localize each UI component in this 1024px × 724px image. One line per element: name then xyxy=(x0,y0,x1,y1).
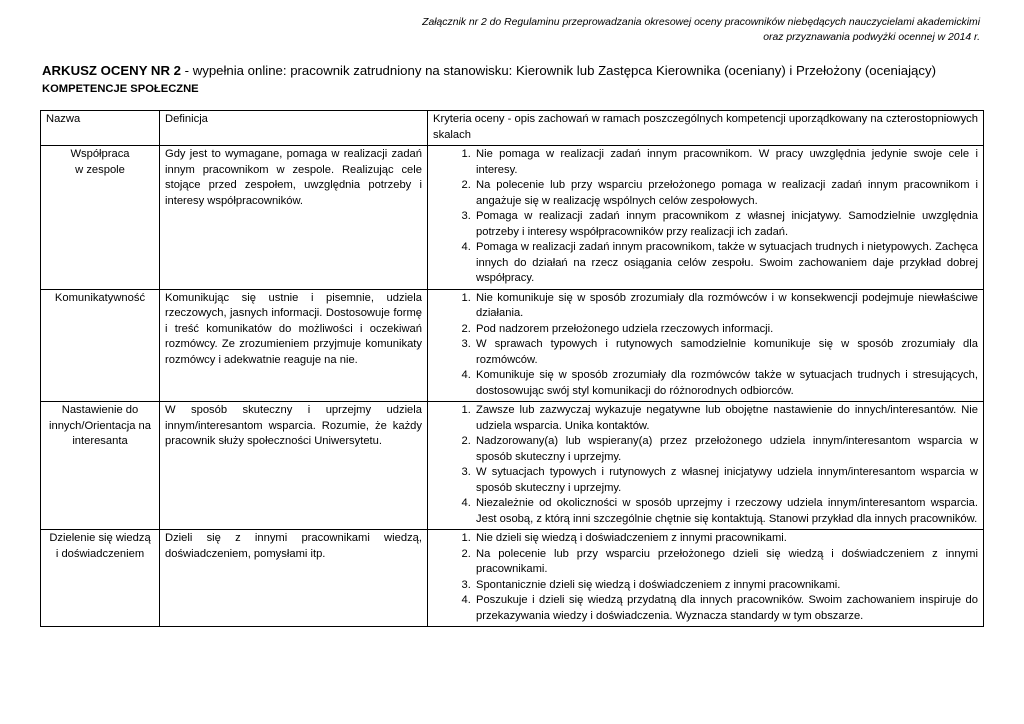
criteria-level-1: 1. Nie komunikuje się w sposób zrozumiały dla rozmówców i w konsekwencji podejmuje niewłaściwe działania. xyxy=(474,291,978,322)
criteria-level-2: 2. Na polecenie lub przy wsparciu przełożonego pomaga w realizacji zadań innym pracownikom i angażuje się w realizację wspólnych celów zespołowych. xyxy=(474,178,978,209)
competency-name: Współpraca w zespole xyxy=(41,146,160,290)
table-body xyxy=(41,146,984,627)
competency-name: Nastawienie do innych/Orientacja na interesanta xyxy=(41,402,160,530)
criteria-level-3: 3. W sprawach typowych i rutynowych samodzielnie komunikuje się w sposób zrozumiały dla rozmówców. xyxy=(474,337,978,368)
criteria-list xyxy=(433,531,978,624)
criteria-level-2: 2. Na polecenie lub przy wsparciu przełożonego dzieli się wiedzą i doświadczeniem z innymi pracownikami. xyxy=(474,547,978,578)
criteria-list xyxy=(433,291,978,400)
criteria-level-4: 4. Komunikuje się w sposób zrozumiały dla rozmówców także w sytuacjach trudnych i stresujących, dostosowując swój styl komunikacji do różnorodnych odbiorców. xyxy=(474,368,978,399)
criteria-list xyxy=(433,147,978,287)
criteria-level-3: 3. Pomaga w realizacji zadań innym pracownikom z własnej inicjatywy. Samodzielnie uwzględnia potrzeby i interesy współpracowników przy realizacji ich zadań. xyxy=(474,209,978,240)
criteria-level-1: 1. Nie dzieli się wiedzą i doświadczeniem z innymi pracownikami. xyxy=(474,531,978,547)
section-title: KOMPETENCJE SPOŁECZNE xyxy=(42,83,199,95)
competency-table xyxy=(40,110,984,627)
criteria-level-4: 4. Niezależnie od okoliczności w sposób uprzejmy i rzeczowy udziela innym/interesantom wsparcia. Jest osobą, z którą inni szczególnie chętnie się kontaktują. Stanowi przykład dla innych pracowników. xyxy=(474,496,978,527)
competency-criteria xyxy=(428,530,984,627)
criteria-level-4: 4. Poszukuje i dzieli się wiedzą przydatną dla innych pracowników. Swoim zachowaniem inspiruje do przekazywania wiedzy i doświadczenia. Wyznacza standardy w tym obszarze. xyxy=(474,593,978,624)
criteria-level-3: 3. W sytuacjach typowych i rutynowych z własnej inicjatywy udziela innym/interesantom wsparcia w sposób skuteczny i uprzejmy. xyxy=(474,465,978,496)
sheet-title xyxy=(42,63,1002,79)
competency-name: Dzielenie się wiedzą i doświadczeniem xyxy=(41,530,160,627)
table-row xyxy=(41,530,984,627)
sheet-title-bold: ARKUSZ OCENY NR 2 xyxy=(42,63,181,78)
column-header-criteria: Kryteria oceny - opis zachowań w ramach poszczególnych kompetencji uporządkowany na czterostopniowych skalach xyxy=(428,111,984,146)
attachment-note-line-2: oraz przyznawania podwyżki ocennej w 2014 r. xyxy=(763,32,980,43)
table-row xyxy=(41,146,984,290)
criteria-level-2: 2. Nadzorowany(a) lub wspierany(a) przez przełożonego udziela innym/interesantom wsparcia w sposób skuteczny i uprzejmy. xyxy=(474,434,978,465)
sheet-title-rest: - wypełnia online: pracownik zatrudniony na stanowisku: Kierownik lub Zastępca Kierownika (oceniany) i Przełożony (oceniający) xyxy=(180,63,936,78)
table-row xyxy=(41,289,984,402)
competency-definition: W sposób skuteczny i uprzejmy udziela innym/interesantom wsparcia. Rozumie, że każdy pracownik służy społeczności Uniwersytetu. xyxy=(160,402,428,530)
column-header-name: Nazwa xyxy=(41,111,160,146)
column-header-definition: Definicja xyxy=(160,111,428,146)
competency-definition: Dzieli się z innymi pracownikami wiedzą, doświadczeniem, pomysłami itp. xyxy=(160,530,428,627)
criteria-level-1: 1. Zawsze lub zazwyczaj wykazuje negatywne lub obojętne nastawienie do innych/interesantów. Nie udziela wsparcia. Unika kontaktów. xyxy=(474,403,978,434)
attachment-note-line-1: Załącznik nr 2 do Regulaminu przeprowadzania okresowej oceny pracowników niebędących nauczycielami akademickimi xyxy=(422,17,980,28)
competency-definition: Gdy jest to wymagane, pomaga w realizacji zadań innym pracownikom w zespole. Realizując cele stojące przed zespołem, uwzględnia potrzeby i interesy współpracowników. xyxy=(160,146,428,290)
competency-criteria xyxy=(428,146,984,290)
competency-criteria xyxy=(428,402,984,530)
criteria-list xyxy=(433,403,978,527)
criteria-level-2: 2. Pod nadzorem przełożonego udziela rzeczowych informacji. xyxy=(474,322,978,338)
competency-criteria xyxy=(428,289,984,402)
criteria-level-1: 1. Nie pomaga w realizacji zadań innym pracownikom. W pracy uwzględnia jedynie swoje cele i interesy. xyxy=(474,147,978,178)
competency-name: Komunikatywność xyxy=(41,289,160,402)
attachment-note xyxy=(280,15,980,45)
criteria-level-3: 3. Spontanicznie dzieli się wiedzą i doświadczeniem z innymi pracownikami. xyxy=(474,578,978,594)
table-row xyxy=(41,402,984,530)
competency-definition: Komunikując się ustnie i pisemnie, udziela rzeczowych, jasnych informacji. Dostosowuje formę i treść komunikatów do możliwości i oczekiwań rozmówcy. Ze zrozumieniem przyjmuje komunikaty rozmówcy i adekwatnie reaguje na nie. xyxy=(160,289,428,402)
table-header-row xyxy=(41,111,984,146)
criteria-level-4: 4. Pomaga w realizacji zadań innym pracownikom, także w sytuacjach trudnych i nietypowych. Zachęca innych do działań na rzecz osiągania celów zespołu. Swoim zachowaniem daje przykład dobrej współpracy. xyxy=(474,240,978,287)
